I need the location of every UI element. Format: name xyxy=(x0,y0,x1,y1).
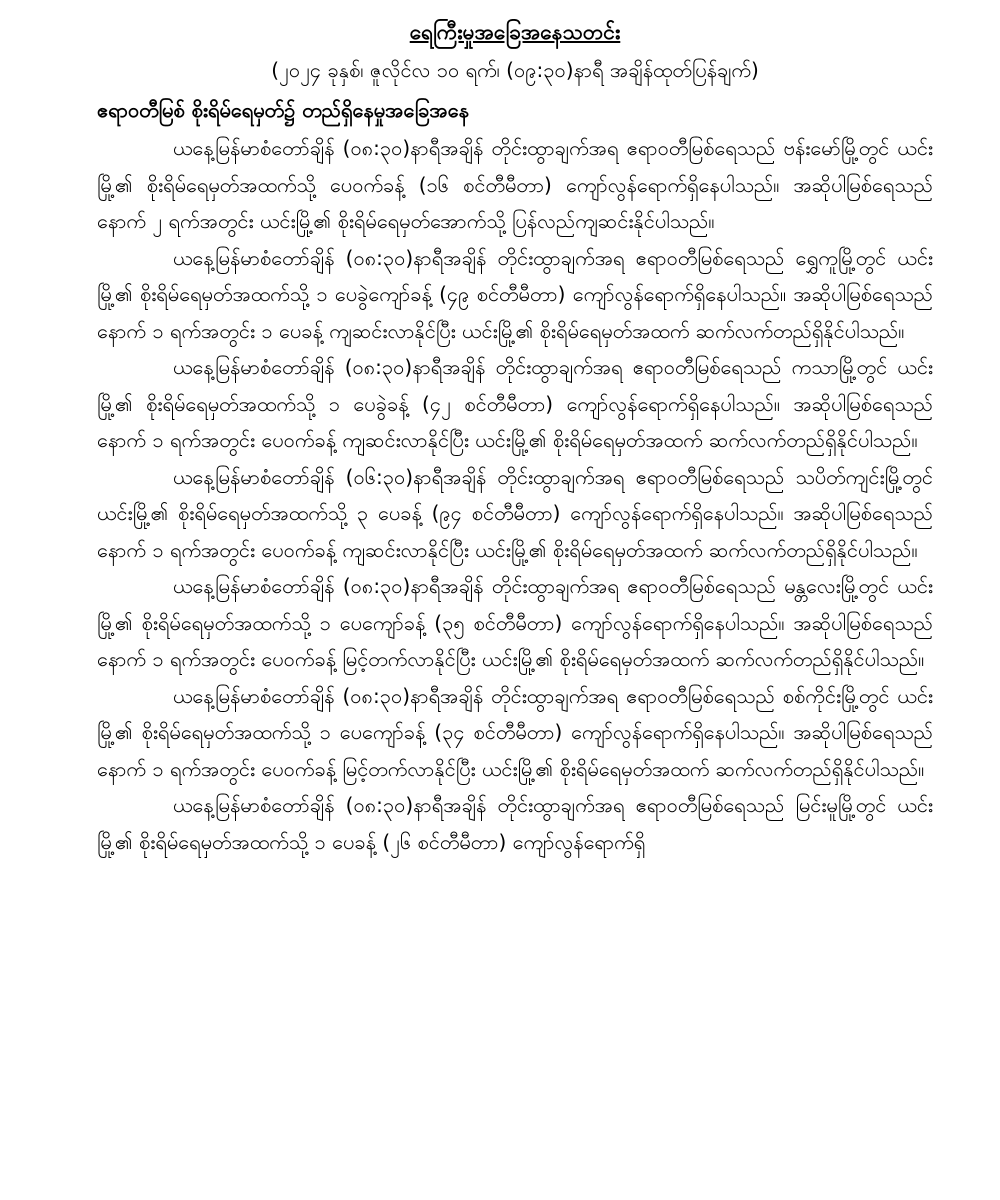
paragraph-thabeikkyin: ယနေ့မြန်မာစံတော်ချိန် (၀၆:၃၀)နာရီအချိန် တိုင်းထွာချက်အရ ဧရာဝတီမြစ်ရေသည် သပိတ်ကျင်းမြို့တွင် ယင်းမြို့၏ စိုးရိမ်ရေမှတ်အထက်သို့ ၃ ပေခန့် (၉၄ စင်တီမီတာ) ကျော်လွန်ရောက်ရှိနေပါသည်။ အဆိုပါမြစ်ရေသည် နောက် ၁ ရက်အတွင်း ပေ၀က်ခန့် ကျဆင်းလာနိုင်ပြီး ယင်းမြို့၏ စိုးရိမ်ရေမှတ်အထက် ဆက်လက်တည်ရှိနိုင်ပါသည်။ xyxy=(97,464,933,562)
paragraph-mandalay: ယနေ့မြန်မာစံတော်ချိန် (၀၈:၃၀)နာရီအချိန် တိုင်းထွာချက်အရ ဧရာဝတီမြစ်ရေသည် မန္တလေးမြို့တွင် ယင်းမြို့၏ စိုးရိမ်ရေမှတ်အထက်သို့ ၁ ပေကျော်ခန့် (၃၅ စင်တီမီတာ) ကျော်လွန်ရောက်ရှိနေပါသည်။ အဆိုပါမြစ်ရေသည် နောက် ၁ ရက်အတွင်း ပေ၀က်ခန့် မြင့်တက်လာနိုင်ပြီး ယင်းမြို့၏ စိုးရိမ်ရေမှတ်အထက် ဆက်လက်တည်ရှိနိုင်ပါသည်။ xyxy=(97,574,933,671)
section-heading: ဧရာဝတီမြစ် စိုးရိမ်ရေမှတ်၌ တည်ရှိနေမှုအခြေအနေ xyxy=(97,98,469,122)
document-page xyxy=(97,14,933,860)
paragraph-katha: ယနေ့မြန်မာစံတော်ချိန် (၀၈:၃၀)နာရီအချိန် တိုင်းထွာချက်အရ ဧရာဝတီမြစ်ရေသည် ကသာမြို့တွင် ယင်းမြို့၏ စိုးရိမ်ရေမှတ်အထက်သို့ ၁ ပေခွဲခန့် (၄၂ စင်တီမီတာ) ကျော်လွန်ရောက်ရှိနေပါသည်။ အဆိုပါမြစ်ရေသည် နောက် ၁ ရက်အတွင်း ပေ၀က်ခန့် ကျဆင်းလာနိုင်ပြီး ယင်းမြို့၏ စိုးရိမ်ရေမှတ်အထက် ဆက်လက်တည်ရှိနိုင်ပါသည်။ xyxy=(97,355,933,452)
paragraph-shwegu: ယနေ့မြန်မာစံတော်ချိန် (၀၈:၃၀)နာရီအချိန် တိုင်းထွာချက်အရ ဧရာဝတီမြစ်ရေသည် ရွှေကူမြို့တွင် ယင်းမြို့၏ စိုးရိမ်ရေမှတ်အထက်သို့ ၁ ပေခွဲကျော်ခန့် (၄၉ စင်တီမီတာ) ကျော်လွန်ရောက်ရှိနေပါသည်။ အဆိုပါမြစ်ရေသည် နောက် ၁ ရက်အတွင်း ၁ ပေခန့် ကျဆင်းလာနိုင်ပြီး ယင်းမြို့၏ စိုးရိမ်ရေမှတ်အထက် ဆက်လက်တည်ရှိနိုင်ပါသည်။ xyxy=(97,245,933,343)
document-title: ရေကြီးမှုအခြေအနေသတင်း xyxy=(409,20,621,44)
paragraph-myinmu: ယနေ့မြန်မာစံတော်ချိန် (၀၈:၃၀)နာရီအချိန် တိုင်းထွာချက်အရ ဧရာဝတီမြစ်ရေသည် မြင်းမူမြို့တွင် ယင်းမြို့၏ စိုးရိမ်ရေမှတ်အထက်သို့ ၁ ပေခန့် (၂၆ စင်တီမီတာ) ကျော်လွန်ရောက်ရှိ xyxy=(97,793,933,854)
paragraph-bhamo: ယနေ့မြန်မာစံတော်ချိန် (၀၈:၃၀)နာရီအချိန် တိုင်းထွာချက်အရ ဧရာဝတီမြစ်ရေသည် ဗန်းမော်မြို့တွင် ယင်းမြို့၏ စိုးရိမ်ရေမှတ်အထက်သို့ ပေ၀က်ခန့် (၁၆ စင်တီမီတာ) ကျော်လွန်ရောက်ရှိနေပါသည်။ အဆိုပါမြစ်ရေသည် နောက် ၂ ရက်အတွင်း ယင်းမြို့၏ စိုးရိမ်ရေမှတ်အောက်သို့ ပြန်လည်ကျဆင်းနိုင်ပါသည်။ xyxy=(97,136,933,233)
paragraph-sagaing: ယနေ့မြန်မာစံတော်ချိန် (၀၈:၃၀)နာရီအချိန် တိုင်းထွာချက်အရ ဧရာဝတီမြစ်ရေသည် စစ်ကိုင်းမြို့တွင် ယင်းမြို့၏ စိုးရိမ်ရေမှတ်အထက်သို့ ၁ ပေကျော်ခန့် (၃၄ စင်တီမီတာ) ကျော်လွန်ရောက်ရှိနေပါသည်။ အဆိုပါမြစ်ရေသည် နောက် ၁ ရက်အတွင်း ပေ၀က်ခန့် မြင့်တက်လာနိုင်ပြီး ယင်းမြို့၏ စိုးရိမ်ရေမှတ်အထက် ဆက်လက်တည်ရှိနိုင်ပါသည်။ xyxy=(97,683,933,781)
document-subtitle: (၂၀၂၄ ခုနှစ်၊ ဇူလိုင်လ ၁၀ ရက်၊ (၀၉:၃၀)နာရီ အချိန်ထုတ်ပြန်ချက်) xyxy=(271,58,759,82)
